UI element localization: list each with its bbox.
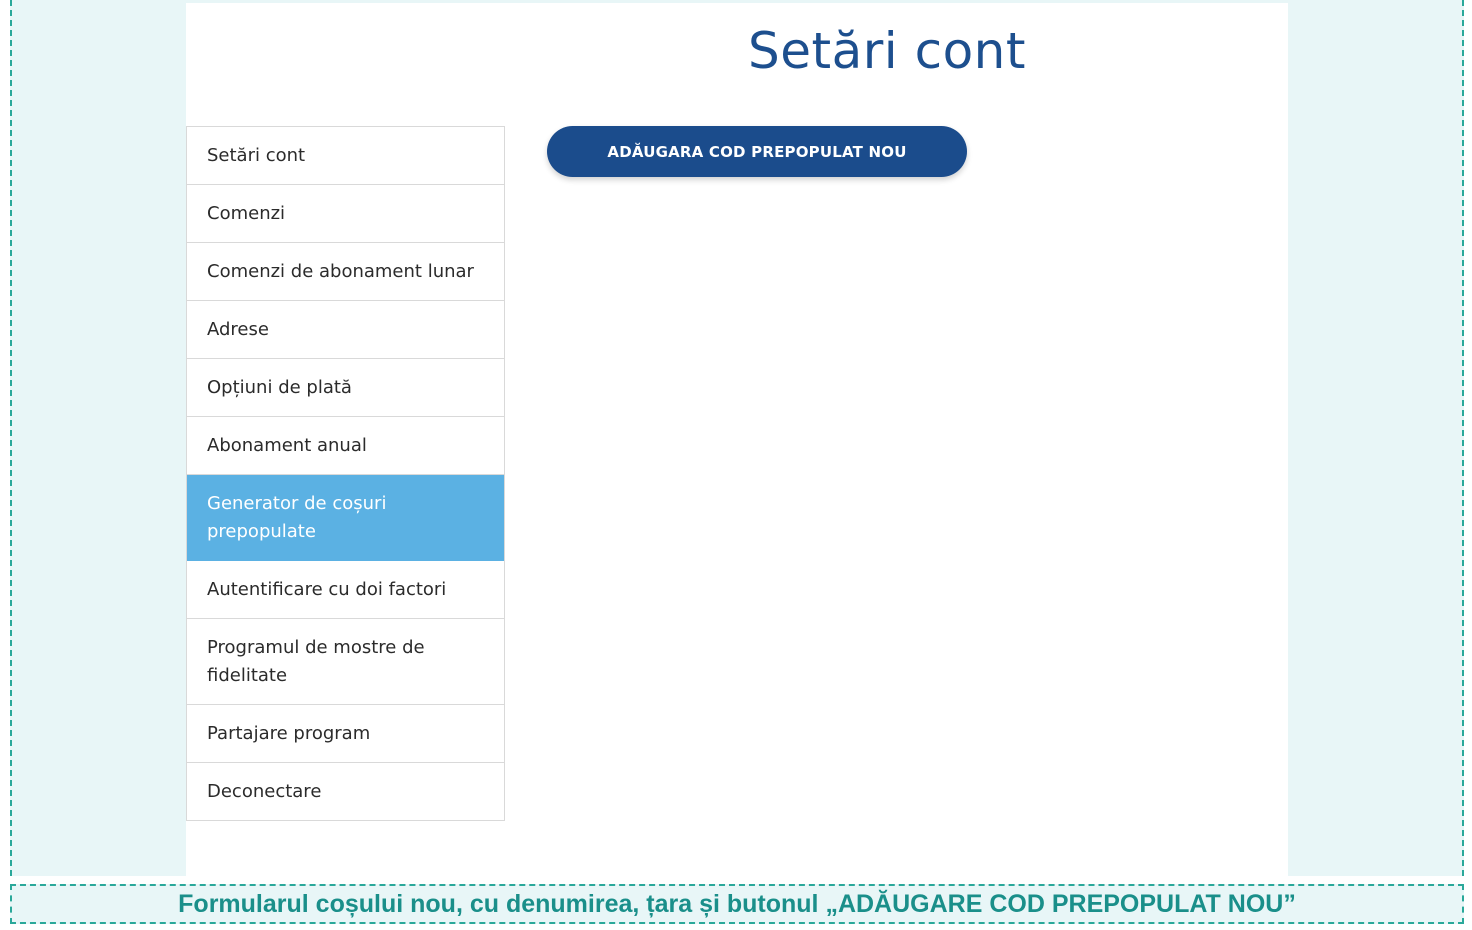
account-sidebar-menu bbox=[186, 126, 505, 821]
sidebar-item-orders[interactable]: Comenzi bbox=[187, 185, 504, 243]
sidebar-item-account-settings[interactable]: Setări cont bbox=[187, 127, 504, 185]
sidebar-item-logout[interactable]: Deconectare bbox=[187, 763, 504, 821]
sidebar-item-loyalty-sample-program[interactable]: Programul de mostre de fidelitate bbox=[187, 619, 504, 705]
sidebar-item-two-factor-auth[interactable]: Autentificare cu doi factori bbox=[187, 561, 504, 619]
sidebar-item-annual-subscription[interactable]: Abonament anual bbox=[187, 417, 504, 475]
figure-caption: Formularul coșului nou, cu denumirea, țara și butonul „ADĂUGARE COD PREPOPULAT NOU” bbox=[178, 889, 1296, 918]
sidebar-item-share-program[interactable]: Partajare program bbox=[187, 705, 504, 763]
page-title: Setări cont bbox=[748, 22, 1026, 80]
caption-box bbox=[10, 884, 1464, 924]
sidebar-item-payment-options[interactable]: Opțiuni de plată bbox=[187, 359, 504, 417]
sidebar-item-addresses[interactable]: Adrese bbox=[187, 301, 504, 359]
sidebar-item-prepopulated-cart-generator[interactable]: Generator de coșuri prepopulate bbox=[187, 475, 504, 561]
add-prepopulated-code-button[interactable]: ADĂUGARA COD PREPOPULAT NOU bbox=[547, 126, 967, 177]
sidebar-item-monthly-subscription-orders[interactable]: Comenzi de abonament lunar bbox=[187, 243, 504, 301]
